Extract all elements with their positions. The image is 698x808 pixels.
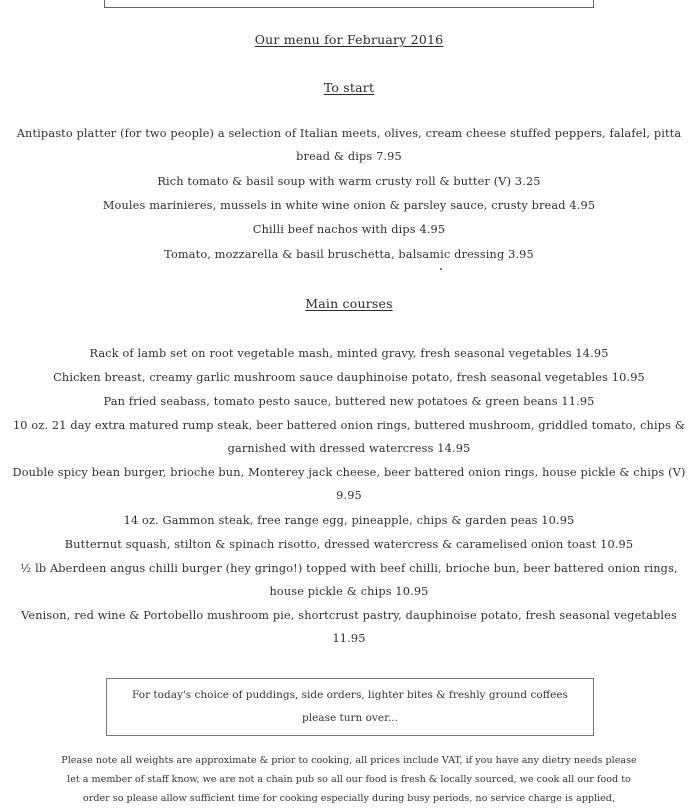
starter-item: Tomato, mozzarella & basil bruschetta, balsamic dressing 3.95	[164, 248, 534, 261]
stray-dot	[440, 268, 442, 270]
main-item: Double spicy bean burger, brioche bun, Monterey jack cheese, beer battered onion rings, house pickle & chips (V) 9.95	[12, 466, 686, 502]
mains-heading: Main courses	[305, 296, 393, 311]
turn-over-notice: For today's choice of puddings, side orders, lighter bites & freshly ground coffees please turn over...	[132, 689, 568, 724]
main-item: Venison, red wine & Portobello mushroom pie, shortcrust pastry, dauphinoise potato, fresh seasonal vegetables 11.95	[21, 609, 677, 645]
starter-item: Rich tomato & basil soup with warm crusty roll & butter (V) 3.25	[157, 175, 541, 188]
starters-heading: To start	[323, 80, 375, 95]
main-item: ½ lb Aberdeen angus chilli burger (hey gringo!) topped with beef chilli, brioche bun, beer battered onion rings, house pickle & chips 10.95	[20, 562, 678, 598]
starter-item: Antipasto platter (for two people) a selection of Italian meets, olives, cream cheese stuffed peppers, falafel, pitta bread & dips 7.95	[16, 127, 682, 163]
main-item: 14 oz. Gammon steak, free range egg, pineapple, chips & garden peas 10.95	[123, 514, 575, 527]
starter-item: Moules marinieres, mussels in white wine onion & parsley sauce, crusty bread 4.95	[102, 199, 596, 212]
main-item: Chicken breast, creamy garlic mushroom sauce dauphinoise potato, fresh seasonal vegetables 10.95	[53, 371, 645, 384]
main-item: Rack of lamb set on root vegetable mash, minted gravy, fresh seasonal vegetables 14.95	[89, 347, 609, 360]
main-item: 10 oz. 21 day extra matured rump steak, beer battered onion rings, buttered mushroom, griddled tomato, chips & garnished with dressed watercress 14.95	[12, 419, 686, 455]
menu-title: Our menu for February 2016	[254, 32, 444, 47]
main-item: Pan fried seabass, tomato pesto sauce, buttered new potatoes & green beans 11.95	[103, 395, 595, 408]
footer-disclaimer: Please note all weights are approximate & prior to cooking, all prices include VAT, if you have any dietry needs please let a member of staff know, we are not a chain pub so all our food is fresh & locally sourced, we cook all our food to order so please allow sufficient time for cooking especially during busy periods, no service charge is applied,	[61, 755, 637, 804]
main-item: Butternut squash, stilton & spinach risotto, dressed watercress & caramelised onion toast 10.95	[64, 538, 634, 551]
starter-item: Chilli beef nachos with dips 4.95	[252, 223, 446, 236]
turn-over-notice-box	[106, 678, 594, 736]
top-border-frame	[104, 0, 594, 8]
